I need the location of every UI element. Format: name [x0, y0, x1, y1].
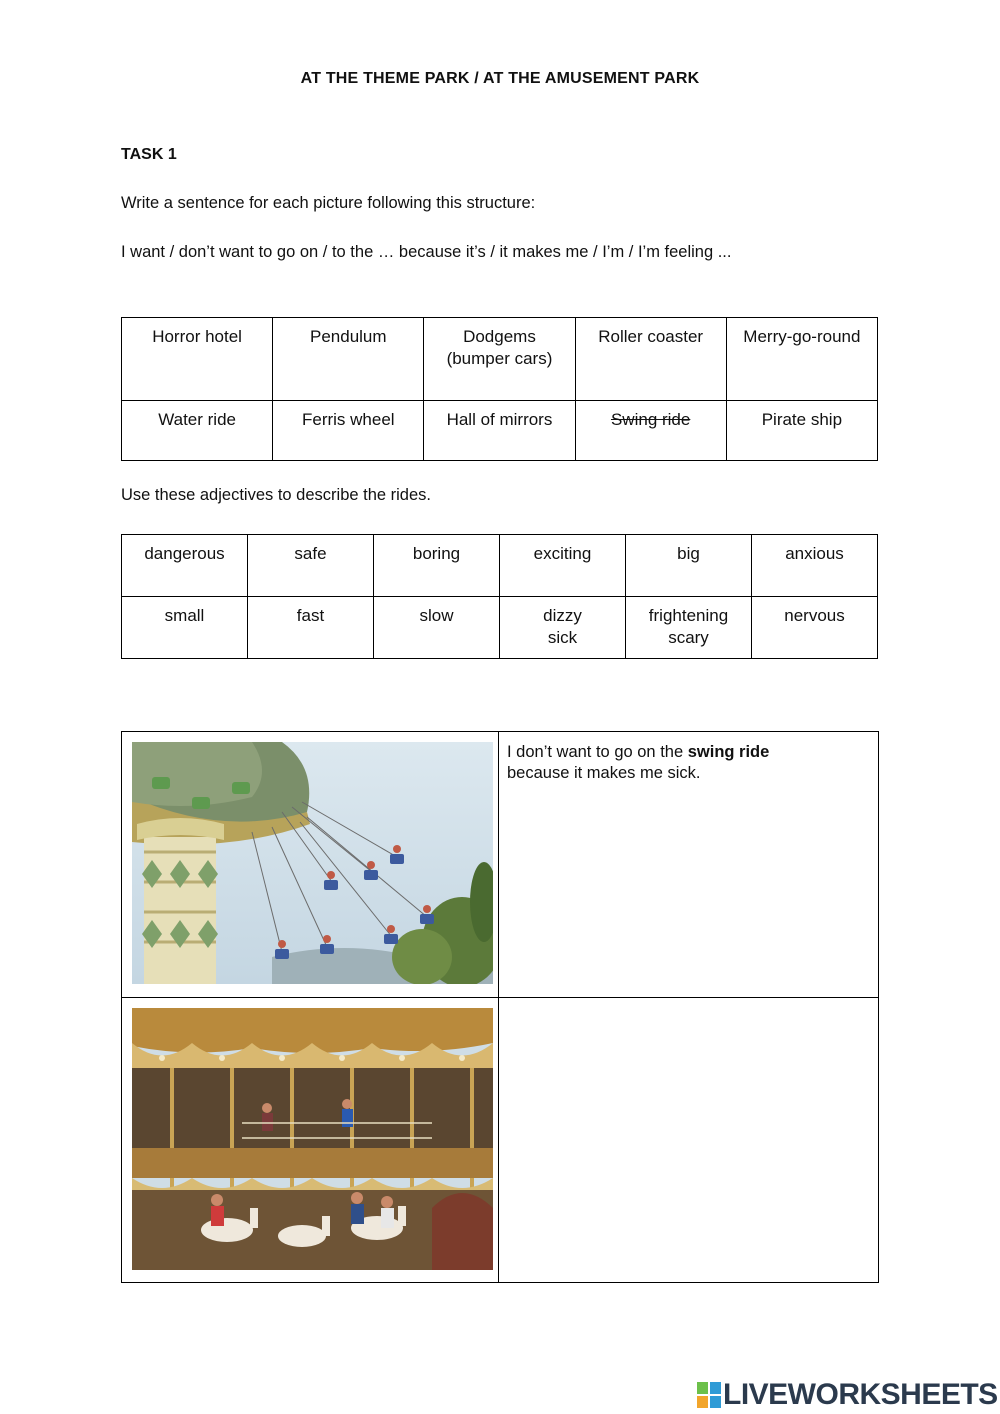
adjective-label: dizzy: [543, 606, 582, 625]
picture-answer-table: [121, 731, 879, 1283]
ride-label: Pirate ship: [761, 410, 843, 429]
ride-cell: [122, 401, 273, 461]
adjective-cell: [374, 597, 500, 659]
adjective-cell: [374, 535, 500, 597]
adjective-label: big: [677, 544, 700, 563]
structure-text: I want / don’t want to go on / to the … because it’s / it makes me / I’m / I’m feeling ...: [121, 243, 732, 261]
ride-label: Roller coaster: [598, 327, 704, 346]
ride-cell: [726, 401, 877, 461]
adjective-label: small: [164, 606, 205, 625]
adjective-label: frightening: [648, 606, 729, 625]
adjective-label: slow: [419, 606, 454, 625]
logo-text: LIVEWORKSHEETS: [723, 1378, 998, 1411]
photo-cell: [122, 998, 499, 1283]
adjective-label-sub: scary: [668, 628, 709, 647]
ride-label: Horror hotel: [152, 327, 242, 346]
ride-label: Pendulum: [310, 327, 387, 346]
ride-label: Ferris wheel: [301, 410, 395, 429]
adjective-cell: [122, 535, 248, 597]
adjective-label: nervous: [784, 606, 845, 625]
ride-cell: [273, 318, 424, 401]
ride-cell: [424, 318, 575, 401]
adjectives-table: [121, 534, 878, 659]
example-answer-ride: swing ride: [687, 743, 770, 761]
adjective-cell: [500, 597, 626, 659]
ride-label: Merry-go-round: [743, 327, 861, 346]
adjective-label: anxious: [785, 544, 844, 563]
adjective-cell: [752, 535, 878, 597]
ride-label: Hall of mirrors: [446, 410, 553, 429]
answer-cell[interactable]: [499, 732, 879, 998]
adjectives-intro: Use these adjectives to describe the rides.: [121, 486, 431, 504]
worksheet-title: AT THE THEME PARK / AT THE AMUSEMENT PARK: [300, 70, 700, 87]
adjective-cell: [752, 597, 878, 659]
ride-cell: [273, 401, 424, 461]
logo-mark-icon: [697, 1382, 721, 1408]
ride-cell: [575, 401, 726, 461]
ride-label: Dodgems: [463, 327, 536, 346]
ride-label: Water ride: [158, 410, 236, 429]
adjective-label: safe: [294, 544, 327, 563]
adjective-label: exciting: [533, 544, 592, 563]
example-answer-start: I don’t want to go on the: [507, 743, 688, 761]
adjective-label: dangerous: [144, 544, 225, 563]
ride-cell: [575, 318, 726, 401]
ride-cell: [424, 401, 575, 461]
adjective-cell: [248, 597, 374, 659]
ride-cell: [122, 318, 273, 401]
ride-label-sub: (bumper cars): [446, 349, 553, 368]
adjective-cell: [122, 597, 248, 659]
carousel-photo: [132, 1008, 493, 1270]
adjective-label-sub: sick: [547, 628, 578, 647]
liveworksheets-logo: [697, 1376, 998, 1412]
example-answer: [499, 732, 878, 784]
rides-table: [121, 317, 878, 461]
adjective-label: fast: [296, 606, 325, 625]
ride-cell: [726, 318, 877, 401]
adjective-label: boring: [412, 544, 461, 563]
answer-cell[interactable]: [499, 998, 879, 1283]
task-label: TASK 1: [121, 146, 177, 163]
photo-cell: [122, 732, 499, 998]
adjective-cell: [500, 535, 626, 597]
swing-ride-photo: [132, 742, 493, 984]
instruction-text: Write a sentence for each picture following this structure:: [121, 194, 536, 212]
adjective-cell: [626, 597, 752, 659]
adjective-cell: [248, 535, 374, 597]
ride-label-crossed-out: Swing ride: [610, 410, 691, 429]
adjective-cell: [626, 535, 752, 597]
example-answer-end: because it makes me sick.: [507, 764, 701, 782]
